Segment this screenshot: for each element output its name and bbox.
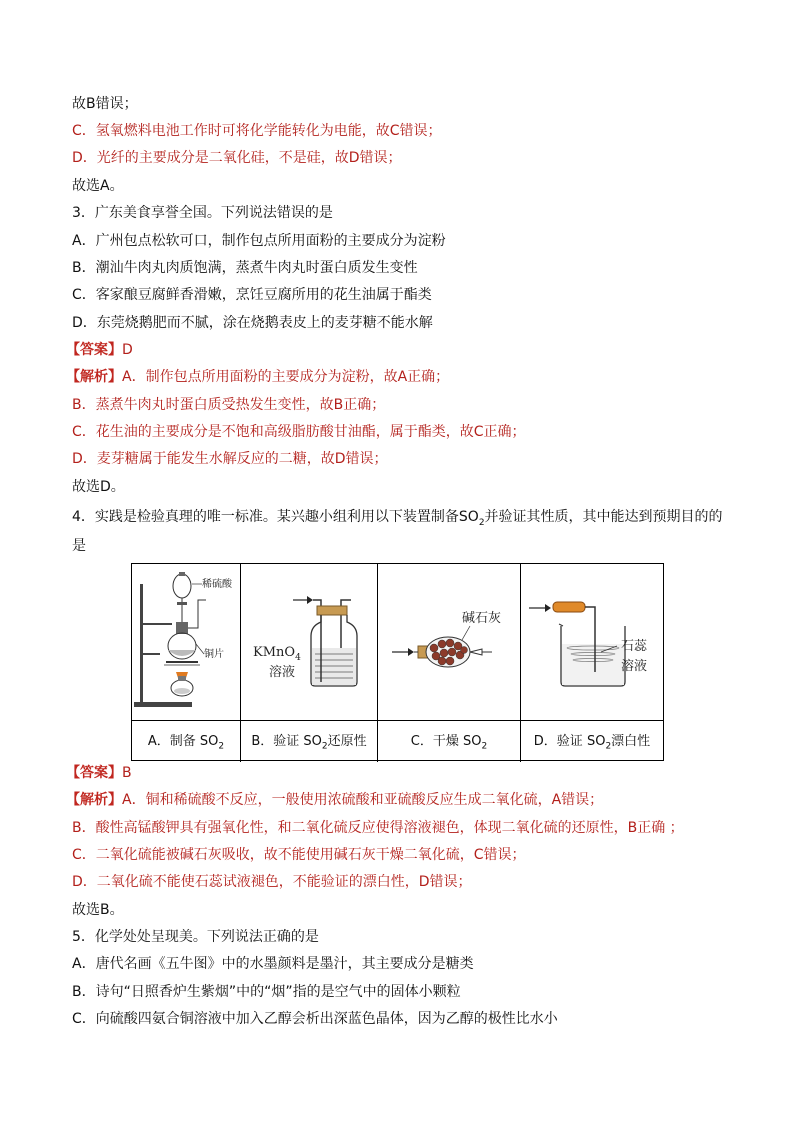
explanation-line: C．二氧化硫能被碱石灰吸收，故不能使用碱石灰干燥二氧化硫，C错误； <box>72 847 526 863</box>
analysis-tag: 【解析】 <box>66 369 122 385</box>
apparatus-figure-table <box>131 563 664 761</box>
answer-line <box>66 763 132 783</box>
question-3-stem: 3．广东美食享誉全国。下列说法错误的是 <box>72 205 333 221</box>
option-c: C．向硫酸四氨合铜溶液中加入乙醇会析出深蓝色晶体，因为乙醇的极性比水小 <box>72 1011 558 1027</box>
label-kmno4: KMnO$_4$ <box>253 645 301 663</box>
caption-d: D．验证 $SO_2$漂白性 <box>521 720 663 763</box>
label-dilute-acid: 稀硫酸 <box>202 579 232 590</box>
explanation-line: B．酸性高锰酸钾具有强氧化性，和二氧化硫反应使得溶液褪色，体现二氧化硫的还原性，B正确 ； <box>72 820 684 836</box>
answer-value: B <box>122 765 132 781</box>
beaker-litmus-diagram <box>521 564 663 720</box>
select-line: 故选D。 <box>72 479 125 495</box>
apparatus-b <box>241 564 378 762</box>
option-a: A．唐代名画《五牛图》中的水墨颜料是墨汁，其主要成分是糖类 <box>72 956 474 972</box>
question-4-stem <box>72 507 723 533</box>
label-soda-lime: 碱石灰 <box>462 611 502 626</box>
question-4-stem-cont: 是 <box>72 538 86 554</box>
label-litmus-solution: 溶液 <box>621 659 648 674</box>
answer-line <box>66 340 133 360</box>
so2-generator-diagram <box>132 564 240 720</box>
answer-value: D <box>122 342 133 358</box>
analysis-text: A．制作包点所用面粉的主要成分为淀粉，故A正确； <box>122 369 450 385</box>
apparatus-c <box>378 564 521 762</box>
apparatus-d <box>521 564 663 762</box>
explanation-line: B．蒸煮牛肉丸时蛋白质受热发生变性，故B正确； <box>72 397 386 413</box>
gas-wash-bottle-diagram <box>241 564 377 720</box>
label-solution: 溶液 <box>269 665 296 680</box>
explanation-line: D．光纤的主要成分是二氧化硅，不是硅，故D错误； <box>72 150 402 166</box>
explanation-line: C．氢氧燃料电池工作时可将化学能转化为电能，故C错误； <box>72 123 442 139</box>
explanation-line: C．花生油的主要成分是不饱和高级脂肪酸甘油酯，属于酯类，故C正确； <box>72 424 526 440</box>
option-b: B．诗句“日照香炉生紫烟”中的“烟”指的是空气中的固体小颗粒 <box>72 984 461 1000</box>
analysis-line <box>66 367 449 387</box>
caption-b: B．验证 $SO_2$还原性 <box>241 720 377 763</box>
label-litmus: 石蕊 <box>621 639 648 654</box>
select-line: 故选A。 <box>72 178 124 194</box>
answer-tag: 【答案】 <box>66 342 122 358</box>
option-b: B．潮汕牛肉丸肉质饱满，蒸煮牛肉丸时蛋白质发生变性 <box>72 260 418 276</box>
question-5-stem: 5．化学处处呈现美。下列说法正确的是 <box>72 929 319 945</box>
option-c: C．客家酿豆腐鲜香滑嫩，烹饪豆腐所用的花生油属于酯类 <box>72 287 432 303</box>
text-line: 故B错误； <box>72 96 138 112</box>
answer-tag: 【答案】 <box>66 765 122 781</box>
explanation-line: D．二氧化硫不能使石蕊试液褪色，不能验证的漂白性，D错误； <box>72 874 472 890</box>
q4-text-pre: 4．实践是检验真理的唯一标准。某兴趣小组利用以下装置制备SO <box>72 509 479 525</box>
drying-tube-diagram <box>378 564 520 720</box>
analysis-tag: 【解析】 <box>66 792 122 808</box>
analysis-line <box>66 790 603 810</box>
q4-text-sub: 2 <box>478 517 485 528</box>
apparatus-a <box>132 564 241 762</box>
caption-a: A．制备 $SO_2$ <box>132 720 240 763</box>
caption-c: C．干燥 $SO_2$ <box>378 720 520 763</box>
option-d: D．东莞烧鹅肥而不腻，涂在烧鹅表皮上的麦芽糖不能水解 <box>72 315 433 331</box>
q4-text-post: 并验证其性质，其中能达到预期目的的 <box>484 509 723 525</box>
label-copper: 铜片 <box>204 649 224 660</box>
select-line: 故选B。 <box>72 902 124 918</box>
explanation-line: D．麦芽糖属于能发生水解反应的二糖，故D错误； <box>72 451 388 467</box>
analysis-text: A．铜和稀硫酸不反应，一般使用浓硫酸和亚硫酸反应生成二氧化硫，A错误； <box>122 792 604 808</box>
option-a: A．广州包点松软可口，制作包点所用面粉的主要成分为淀粉 <box>72 233 446 249</box>
